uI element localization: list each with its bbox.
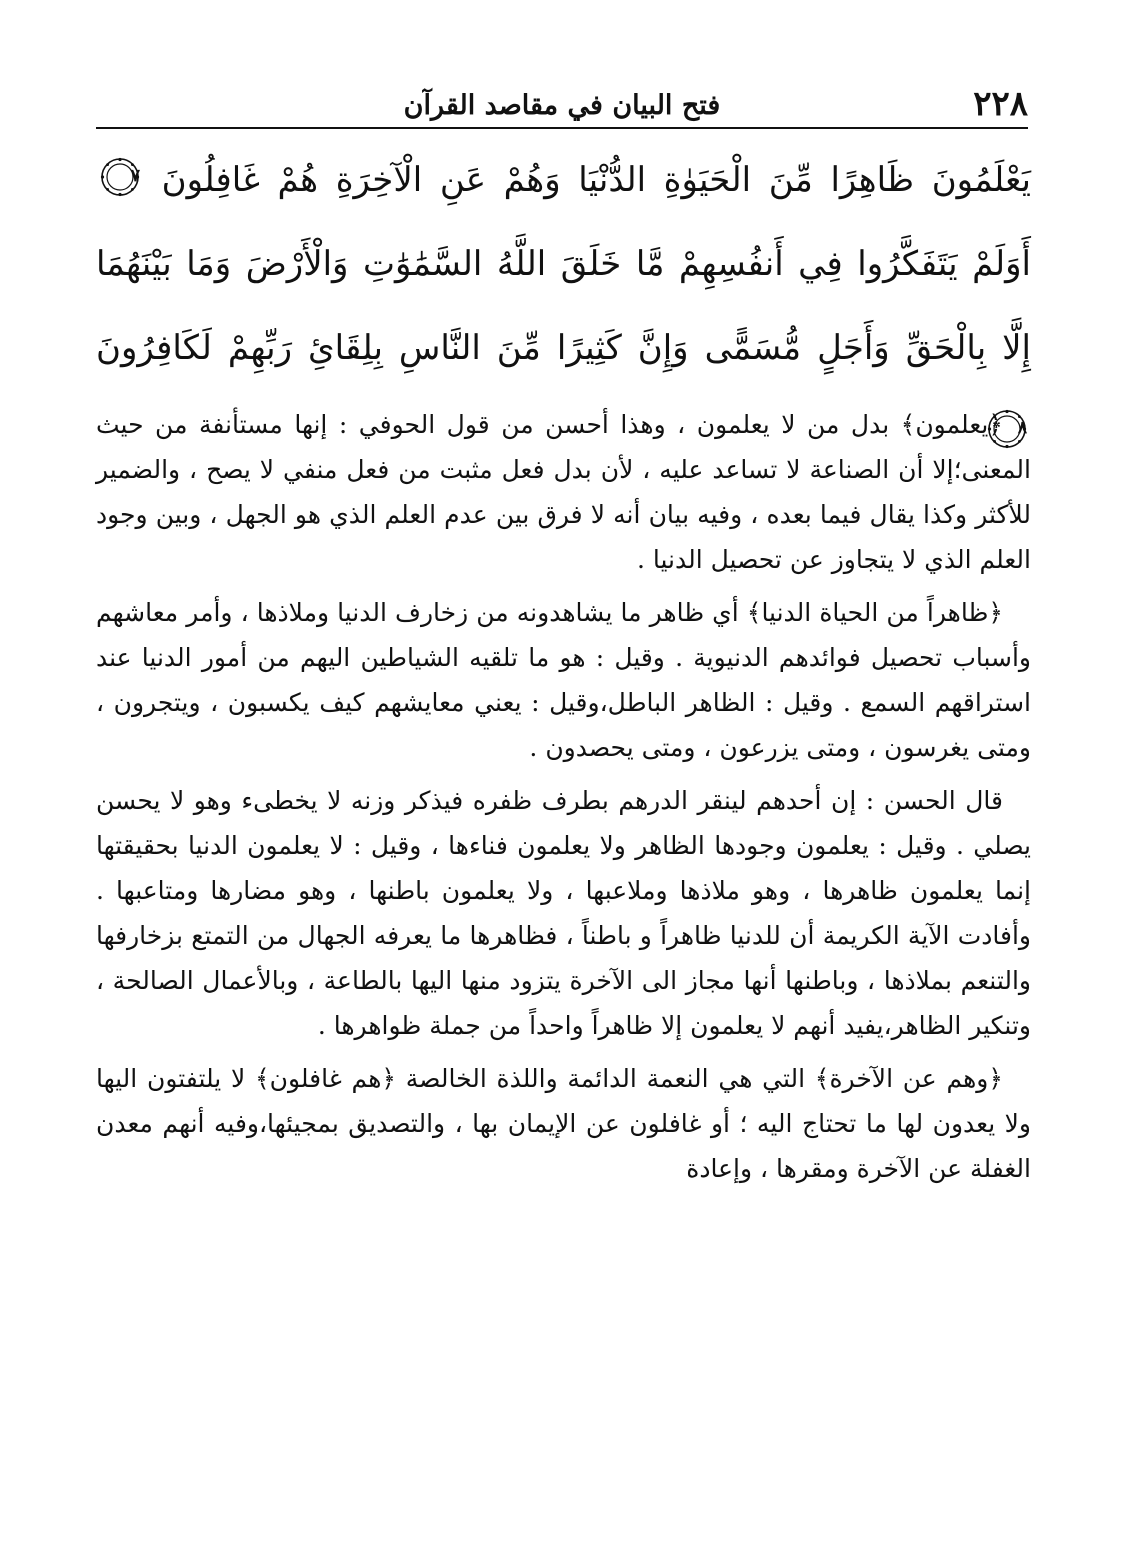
page-number: ٢٢٨ — [973, 84, 1028, 124]
commentary-paragraph-3: قال الحسن : إن أحدهم لينقر الدرهم بطرف ظفره فيذكر وزنه لا يخطىء وهو لا يحسن يصلي . وقيل : يعلمون وجودها الظاهر ولا يعلمون فناءها ، وقيل : لا يعلمون الدنيا بحقيقتها إنما يعلمون ظاهرها ، وهو ملاذها وملاعبها ، ولا يعلمون باطنها ، وهو مضارها ومتاعبها . وأفادت الآية الكريمة أن للدنيا ظاهراً و باطناً ، فظاهرها ما يعرفه الجهال من التمتع بزخارفها والتنعم بملاذها ، وباطنها أنها مجاز الى الآخرة يتزود منها اليها بالطاعة ، وبالأعمال الصالحة ، وتنكير الظاهر،يفيد أنهم لا يعلمون إلا ظاهراً واحداً من جملة ظواهرها . — [96, 786, 1031, 1040]
verse-text-part-1: يَعْلَمُونَ ظَاهِرًا مِّنَ الْحَيَوٰةِ الدُّنْيَا وَهُمْ عَنِ الْآخِرَةِ هُمْ غَافِلُونَ — [161, 160, 1032, 200]
verse-text-part-2: أَوَلَمْ يَتَفَكَّرُوا فِي أَنفُسِهِمْ مَّا خَلَقَ اللَّهُ السَّمَٰوَٰتِ وَالْأَرْضَ وَمَا بَيْنَهُمَا إِلَّا بِالْحَقِّ وَأَجَلٍ مُّسَمًّى وَإِنَّ كَثِيرًا مِّنَ النَّاسِ بِلِقَائِ رَبِّهِمْ لَكَافِرُونَ — [96, 244, 1031, 368]
commentary-body — [96, 402, 1031, 1199]
commentary-paragraph-4: ﴿وهم عن الآخرة﴾ التي هي النعمة الدائمة واللذة الخالصة ﴿هم غافلون﴾ لا يلتفتون اليها ولا يعدون لها ما تحتاج اليه ؛ أو غافلون عن الإيمان بها ، والتصديق بمجيئها،وفيه أنهم معدن الغفلة عن الآخرة ومقرها ، وإعادة — [96, 1064, 1031, 1183]
header-divider — [96, 127, 1028, 129]
ayah-marker-7 — [100, 157, 140, 197]
ayah-number: ٨ — [1017, 418, 1027, 438]
running-title: فتح البيان في مقاصد القرآن — [403, 90, 721, 121]
commentary-paragraph-2: ﴿ظاهراً من الحياة الدنيا﴾ أي ظاهر ما يشاهدونه من زخارف الدنيا وملاذها ، وأمر معاشهم وأسباب تحصيل فوائدهم الدنيوية . وقيل : هو ما تلقيه الشياطين اليهم من أمور الدنيا عند استراقهم السمع . وقيل : الظاهر الباطل،وقيل : يعني معايشهم كيف يكسبون ، ويتجرون ، ومتى يغرسون ، ومتى يزرعون ، ومتى يحصدون . — [96, 598, 1031, 762]
ayah-number: ٧ — [130, 166, 140, 186]
page-header — [96, 72, 1028, 128]
commentary-paragraph-1: ﴿يعلمون﴾ بدل من لا يعلمون ، وهذا أحسن من قول الحوفي : إنها مستأنفة من حيث المعنى؛إلا أن الصناعة لا تساعد عليه ، لأن بدل فعل مثبت من فعل منفي لا يصح ، والضمير للأكثر وكذا يقال فيما بعده ، وفيه بيان أنه لا فرق بين عدم العلم الذي هو الجهل ، وبين وجود العلم الذي لا يتجاوز عن تحصيل الدنيا . — [96, 410, 1031, 574]
